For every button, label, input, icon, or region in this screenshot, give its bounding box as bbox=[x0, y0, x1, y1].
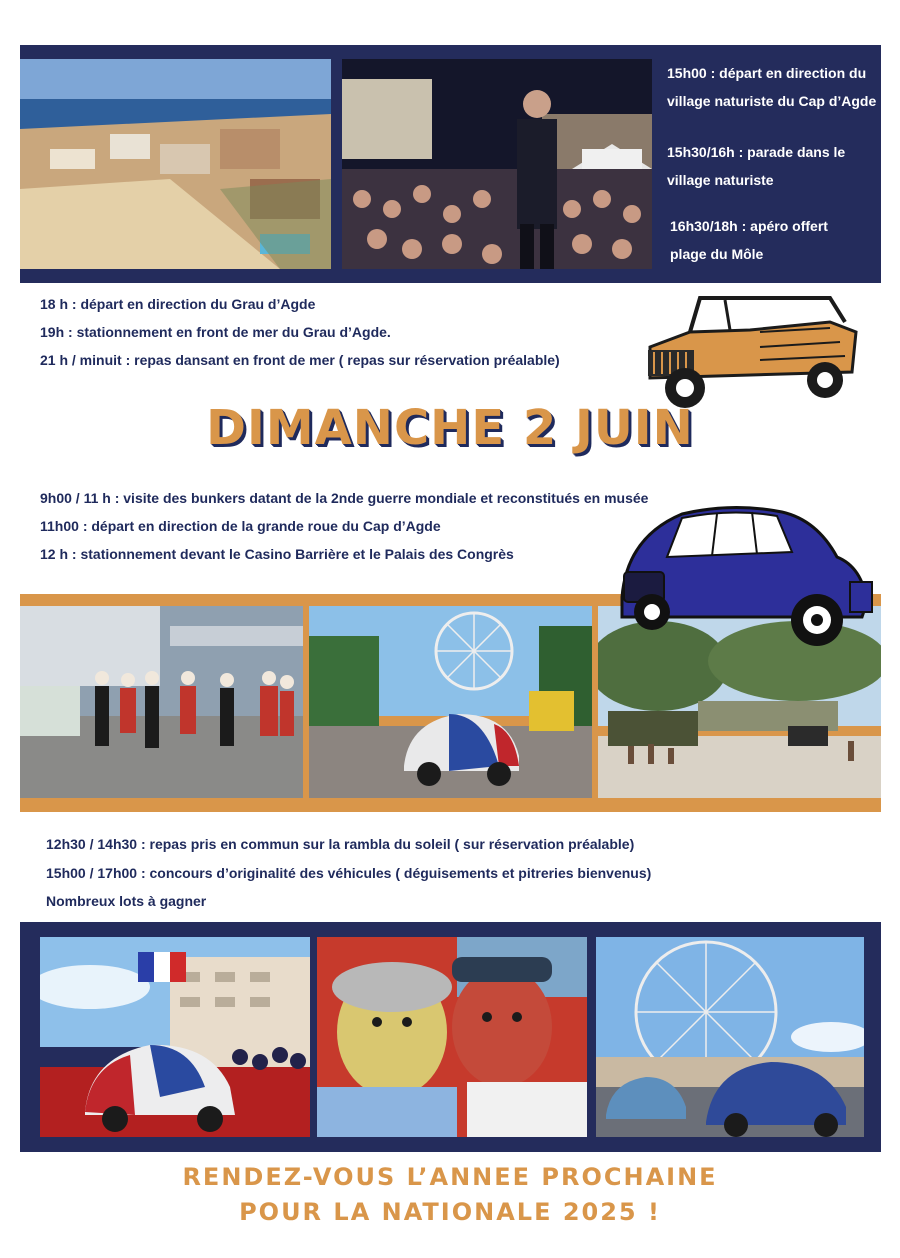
masks-costume-photo bbox=[317, 937, 587, 1137]
schedule-line: 18 h : départ en direction du Grau d’Agde bbox=[40, 296, 316, 312]
schedule-line: 11h00 : départ en direction de la grande roue du Cap d’Agde bbox=[40, 518, 441, 534]
closing-line-1: RENDEZ-VOUS L’ANNEE PROCHAINE bbox=[182, 1163, 718, 1191]
schedule-line: 21 h / minuit : repas dansant en front de mer ( repas sur réservation préalable) bbox=[40, 352, 560, 368]
schedule-line: 19h : stationnement en front de mer du Grau d’Agde. bbox=[40, 324, 391, 340]
schedule-line: 16h30/18h : apéro offert bbox=[670, 218, 828, 234]
ferris-wheel-blue-2cv-photo bbox=[596, 937, 864, 1137]
ferris-wheel-2cv-photo bbox=[309, 606, 592, 798]
closing-line-2: POUR LA NATIONALE 2025 ! bbox=[239, 1198, 661, 1226]
mehari-car-illustration bbox=[630, 292, 864, 414]
top-schedule-item-2 bbox=[667, 138, 845, 194]
schedule-line: plage du Môle bbox=[670, 246, 764, 262]
schedule-line: 15h30/16h : parade dans le bbox=[667, 144, 846, 160]
schedule-line: 9h00 / 11 h : visite des bunkers datant de la 2nde guerre mondiale et reconstitués en musée bbox=[40, 490, 649, 506]
schedule-line: Nombreux lots à gagner bbox=[46, 893, 207, 909]
schedule-line: village naturiste du Cap d’Agde bbox=[667, 93, 877, 109]
schedule-line: 15h00 : départ en direction du bbox=[667, 65, 867, 81]
parade-2cv-flag-photo bbox=[40, 937, 310, 1137]
aerial-beach-photo bbox=[20, 59, 331, 269]
night-concert-photo bbox=[342, 59, 652, 269]
schedule-line: village naturiste bbox=[667, 172, 774, 188]
schedule-line: 12h30 / 14h30 : repas pris en commun sur la rambla du soleil ( sur réservation préalable) bbox=[46, 836, 635, 852]
top-schedule-item-3 bbox=[670, 212, 828, 268]
schedule-line: 12 h : stationnement devant le Casino Barrière et le Palais des Congrès bbox=[40, 546, 514, 562]
folk-dance-photo bbox=[20, 606, 303, 798]
saturday-evening-schedule bbox=[40, 296, 620, 376]
day-title: DIMANCHE 2 JUIN bbox=[206, 400, 694, 456]
schedule-line: 15h00 / 17h00 : concours d’originalité des véhicules ( déguisements et pitreries bienvenus) bbox=[46, 865, 652, 881]
sunday-afternoon-schedule bbox=[46, 836, 726, 916]
sunday-morning-schedule bbox=[40, 490, 700, 570]
top-schedule-item-1 bbox=[667, 59, 876, 115]
blue-2cv-illustration bbox=[612, 502, 874, 652]
